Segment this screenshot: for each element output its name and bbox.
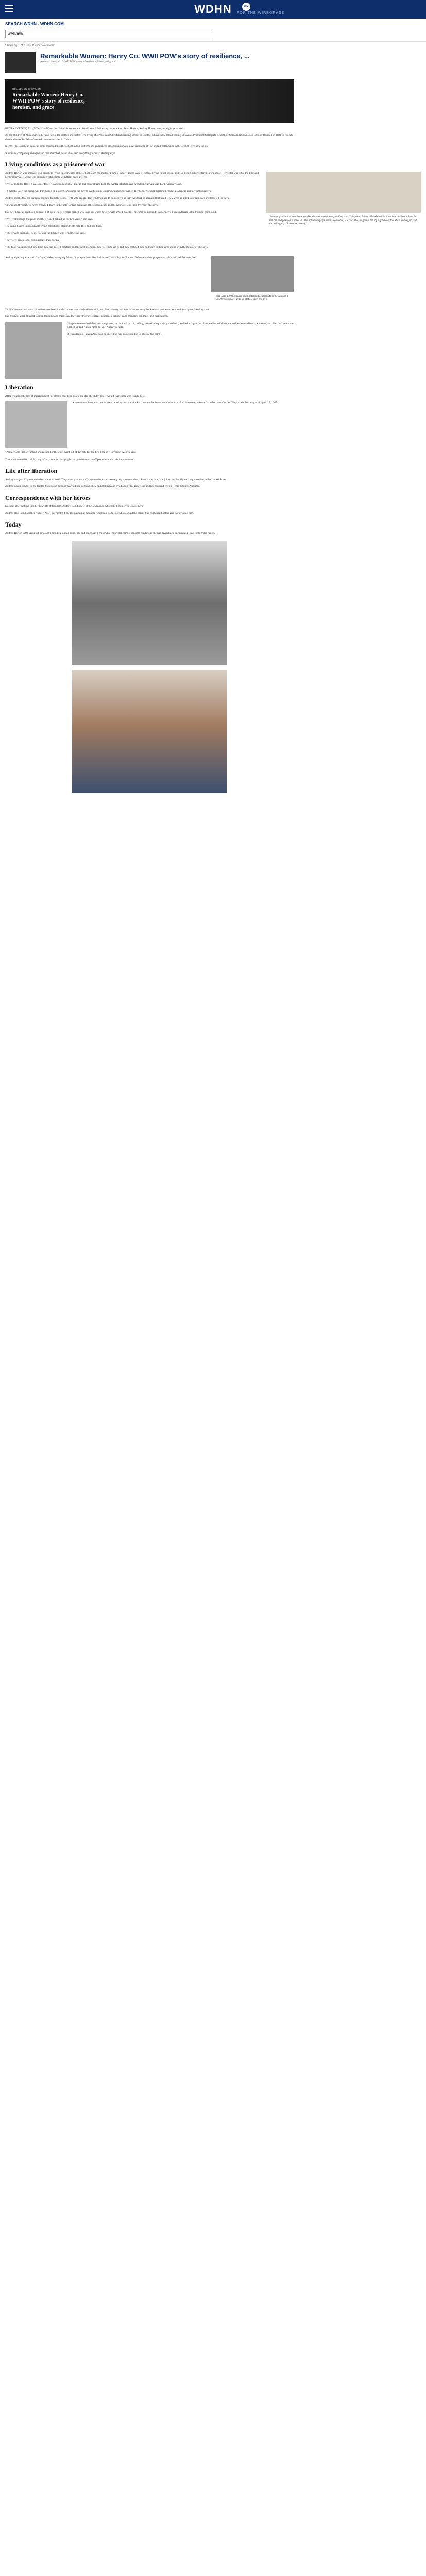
article-paragraph: They were given food, but most less than normal. [5,239,60,242]
article-paragraph: 12 months later, the group was transferred to a larger camp near the city of Weihsien in China's Shandong province. Her former school building became a Japanese military headquarters. [5,190,212,193]
article-paragraph: "There were bed bugs, fleas, lice and the kitchen was terrible," she says. [5,231,86,235]
section-heading-liberation: Liberation [5,383,33,391]
article-paragraph: The camp hosted unimaginable living conditions, plagued with rats, flies and bed bugs. [5,225,103,228]
hamburger-menu-icon[interactable] [5,5,13,13]
rescue-photo-row [5,322,294,379]
pow-cloth-photo [266,172,421,213]
article-paragraph: Audrey recalls that the dreadful journey from the school with 200 people. The windows had to be covered so they wouldn't be seen and bothered. They were all piled into train cars and traveled for days. [5,196,230,200]
liberation-photo [5,401,67,448]
camp-photo-row [5,256,294,305]
article-paragraph: As the children of missionaries, her and her older brother and sister were living at a Protestant Christian boarding school in Chefoo, China (now called Yantai) known as Protestant Collegiate School, or China Inland Mission School, founded in 1881 to educate the children of British and American missionaries in China. [5,134,294,141]
article-paragraph: Audrey Horton was amongst 450 prisoners living in six houses at the school, each roomed for a single family. There were 11 people living in her house, and 150 living in her sister-in-law's house. Her sister was 12 at the time and her brother was 15; she was allowed visiting time with them once a week. [5,172,259,179]
article-paragraph: Her teachers were allowed to keep teaching and made sure they had structure, chores, schedules, school, good manners, kindness, and helpfulness. [5,315,168,318]
camp-photo [211,256,294,292]
liberation-photo-row [5,401,294,448]
result-snippet: Audrey ... Henry Co. WWII POW's story of resilience, bloom, and grace [40,60,115,63]
article-paragraph: "The food was not good, one time they had peeled potatoes and the next morning, they were boiling it, and they realized they had been boiling eggs along with the potatoes," she says. [5,246,209,249]
result-count: Showing 1 of 1 results for "wellview" [5,44,55,47]
site-tagline: FOR THE WIREGRASS [237,11,285,15]
result-thumbnail[interactable] [5,52,36,73]
article-paragraph: Audrey says they saw their 'last' (sic) vision emerging. Many faced questions like, is that real? What is life all about? What was their purpose on this earth? All became that. [5,256,197,259]
article-paragraph: "It didn't matter, we were all in the same boat, it didn't matter that you had been rich, and I had money and saw in the doorway back where you were because it was gone," Audrey says. [5,308,210,311]
article-paragraph: Audrey was in school in the United States, she met and married her husband, they had children and lived a full life. Today she and her husband live in Henry County, Alabama. [5,485,200,488]
hero-kicker: REMARKABLE WOMEN [12,88,41,91]
section-heading-correspondence: Correspondence with her heroes [5,494,91,501]
article-paragraph: "People were out and they saw the planes, and it was kind of circling around, everybody got so loud, we looked up at the plane and it said 'America' and we knew the war was over, and then the parachutes opened up and 7 men came down." Audrey recalls. [67,321,294,329]
camp-photo-caption: There were 1500 prisoners of all different backgrounds in the camp in a 150x200 yard space, with all of these seen children. [214,295,288,301]
article-paragraph: Audrey also found another rescuer, Nisei interpreter, Sgt. Tad Nagaki, a Japanese American from Boy who rescued the camp. She exchanged letters and even visited him. [5,512,194,515]
search-result[interactable] [0,50,426,77]
search-title: SEARCH WDHN - WDHN.COM [5,22,64,26]
rescue-photo [5,322,62,379]
site-logo[interactable]: WDHN [194,3,232,15]
article-paragraph: "Our lives completely changed and then marched in and they said everything is ours," Audrey says. [5,151,116,155]
article-paragraph: After enduring the life of imprisonment for almost four long years, the day she didn't know would ever come was finally here. [5,394,146,398]
pow-cloth-figure [266,172,421,229]
article-paragraph: "We slept on the floor, it was crowded, it was uncomfortable, I mean but you got used to it, the winter situation and everything, it was very hard," Audrey says. [5,182,182,186]
article-paragraph: "It was a filthy boat, we were crowded down in the hold for two nights and the cockroaches and the rats were crawling over us," she says. [5,204,159,207]
article-paragraph: In 1941, the Japanese imperial army marched into the school in full uniform and announced all occupants were now prisoners of war and all belongings in the school were now theirs. [5,145,208,148]
camp-photo-figure [211,256,294,305]
search-input[interactable] [5,30,211,38]
article-paragraph: Those men were hero idols; they asked them for autographs and some even cut off pieces of their hair for souvenirs. [5,457,134,461]
article-paragraph: "We went through the gates and they closed behind us for two years," she says. [5,217,93,221]
section-heading-today: Today [5,520,22,528]
article-paragraph: "People were just screaming and rushed for the gate, went out of the gate for the first time in two years," Audrey says. [5,451,137,454]
section-heading-living: Living conditions as a prisoner of war [5,161,105,168]
article-paragraph: Audrey was just 12 years old when she was freed. They were ganreed to Tsingtao where the rescue group then sent them. After some time, she joined her family and they travelled to the United States. [5,478,227,481]
article-body [0,127,426,793]
result-title[interactable]: Remarkable Women: Henry Co. WWII POW's story of resilience, ... [40,52,250,60]
hero-banner [5,79,294,123]
hero-title: Remarkable Women: Henry Co. WWII POW's story of resilience, heroism, and grace [12,92,85,110]
article-paragraph: It was a team of seven American soldiers that had parachuted in to liberate the camp. [67,332,161,336]
site-header [0,0,426,19]
section-heading-after: Life after liberation [5,467,58,474]
search-bar [0,19,426,42]
article-paragraph: Her new home at Weihsien consisted of high walls, electric barbed wire, and six watch towers with armed guards. The camp compound was formerly a Presbyterian Bible training compound. [5,211,217,214]
page-spacer [0,793,426,2576]
article-paragraph: Audrey Horton is 92 years old now, and embodies human resilience and grace. As a child who endured incomprehensible conditions she has given back in countless ways throughout her life. [5,531,216,535]
article-paragraph: HENRY COUNTY, Ala. (WDHN) – When the United States entered World War II following the attack on Pearl Harbor, Audrey Horton was just eight years old. [5,127,184,130]
portrait-color-photo [72,670,227,793]
pow-cloth-caption: She was given a prisoner-of-war number she was to wear every waking hour. This piece of embroidered cloth indicated the rest-block three for roll call and prisoner number 50. The bottom displays her maiden name, Haskins. The insignia in the top right shows that she's Norwegian, and the writing says "I promise to obey." [269,216,417,226]
portrait-bw-photo [72,541,227,665]
article-paragraph: Decades after settling into her new life of freedom, Audrey found a few of the seven men who risked their lives to save hers. [5,504,144,508]
abc-network-icon: abc [242,3,250,11]
article-paragraph: A seven-man American rescue team raced against the clock to prevent the last minute massacre of all internees due to a "scorched earth" order. They made the camp on August 17, 1945. [72,401,278,405]
